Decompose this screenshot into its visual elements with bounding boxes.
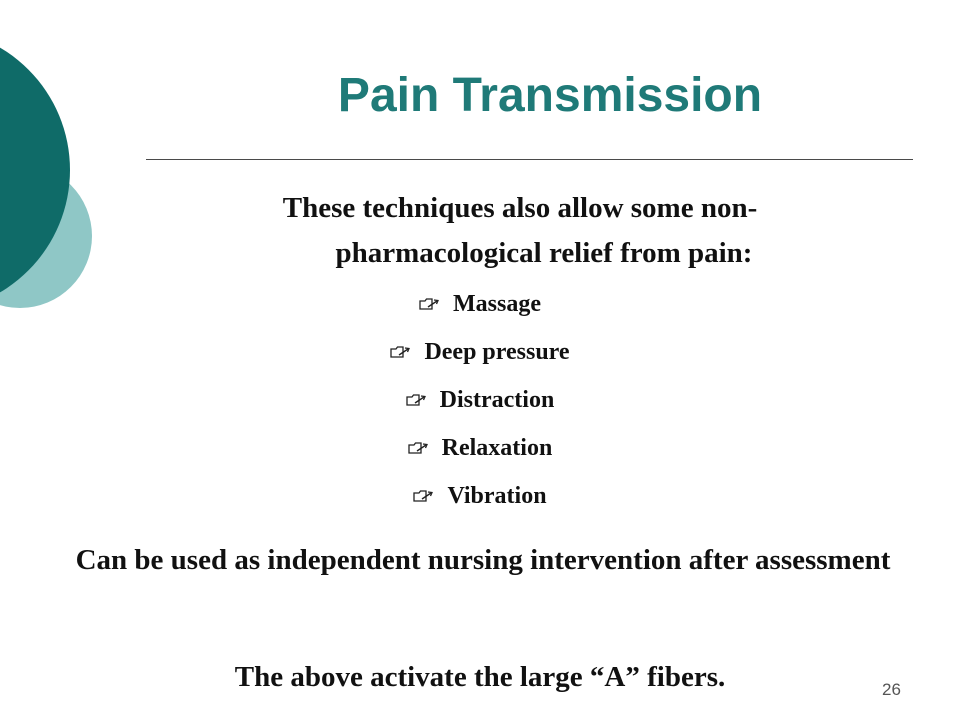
- page-number: 26: [882, 680, 901, 699]
- list-item-label: Massage: [453, 290, 541, 317]
- list-item-label: Deep pressure: [424, 338, 570, 365]
- list-item-label: Distraction: [439, 386, 555, 413]
- folder-arrow-icon: [419, 296, 441, 312]
- intro-line-1: These techniques also allow some non-: [282, 192, 758, 224]
- folder-arrow-icon: [390, 344, 412, 360]
- closing-statement: The above activate the large “A” fibers.: [234, 661, 726, 693]
- intro-line-2: pharmacological relief from pain:: [335, 237, 753, 269]
- folder-arrow-icon: [413, 488, 435, 504]
- list-item-label: Vibration: [447, 482, 547, 509]
- technique-list: [0, 280, 960, 520]
- slide-title: Pain Transmission: [337, 69, 763, 122]
- intervention-paragraph: Can be used as independent nursing intervention after assessment: [75, 544, 891, 576]
- list-item-label: Relaxation: [441, 434, 553, 461]
- list-item: [0, 328, 960, 376]
- folder-arrow-icon: [408, 440, 430, 456]
- list-item: [0, 472, 960, 520]
- folder-arrow-icon: [406, 392, 428, 408]
- list-item: [0, 424, 960, 472]
- list-item: [0, 376, 960, 424]
- intro-text: [160, 186, 880, 276]
- title-divider: [146, 159, 913, 160]
- list-item: [0, 280, 960, 328]
